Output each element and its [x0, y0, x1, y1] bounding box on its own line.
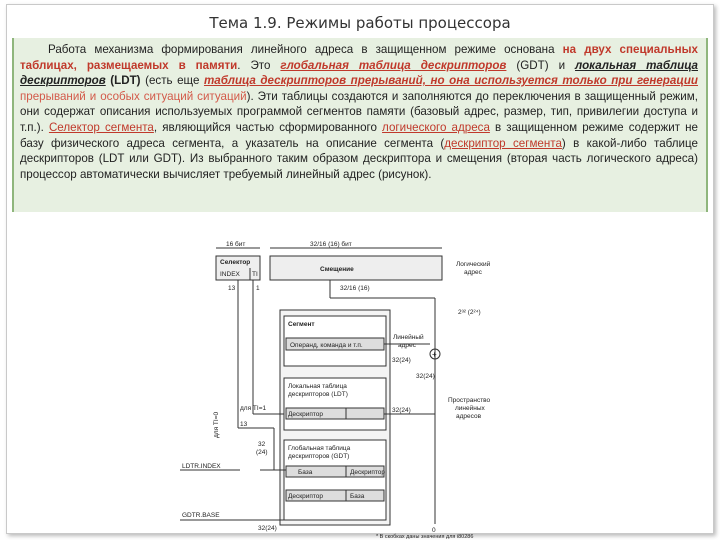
label-linear-1: Линейный	[393, 334, 424, 341]
text-run: . Это	[237, 58, 281, 72]
label-32-24-d: 32(24)	[258, 525, 277, 532]
label-pow: 2³² (2²⁴)	[458, 309, 481, 316]
text-run: ) в какой-либо таблице дескрипторов (LDT или GDT). Из выбранного таким образом дескриптора и смещения (вторая часть логического адреса) процессор автоматически вычисляет требуемый линейный адрес (рисунок).	[20, 136, 698, 181]
slide-title: Тема 1.9. Режимы работы процессора	[209, 14, 511, 32]
address-translation-diagram	[180, 238, 520, 540]
label-ti1: для TI=1	[240, 405, 267, 412]
label-gdt-descriptor: Дескриптор	[350, 469, 386, 476]
link-segment-selector[interactable]: Селектор сегмента	[48, 120, 154, 134]
text-run: ). Эти таблицы создаются и заполняются до переключения в защищенный режим, они содержат описания используемых программой сегментов памяти (базовый адрес, размер, тип, привилегии доступа и т.п.).	[20, 89, 698, 134]
label-ldt-1: Локальная таблица	[288, 383, 347, 390]
label-13-top: 13	[228, 285, 236, 292]
label-32-16: 32/16 (16)	[340, 285, 370, 292]
label-space-2: линейных	[455, 405, 485, 412]
highlight-idt: таблица дескрипторов прерываний, но она используется только при генерации	[203, 74, 698, 88]
label-32: 32	[258, 441, 266, 448]
link-segment-descriptor[interactable]: дескриптор сегмента	[444, 136, 562, 150]
label-gdt-2: дескрипторов (GDT)	[288, 453, 350, 460]
label-ti: TI	[252, 271, 258, 278]
link-logical-address[interactable]: логического адреса	[382, 120, 490, 134]
label-32-24-b: 32(24)	[416, 373, 435, 380]
label-offset: Смещение	[320, 266, 354, 273]
label-space-1: Пространство	[448, 397, 491, 404]
text-box	[12, 38, 708, 212]
text-run: (LDT)	[105, 74, 141, 88]
label-gdt-1: Глобальная таблица	[288, 445, 351, 452]
label-operand: Операнд, команда и т.п.	[290, 342, 363, 349]
label-24: (24)	[256, 449, 268, 456]
label-16-bits: 16 бит	[226, 241, 246, 248]
label-32-16-bits: 32/16 (16) бит	[310, 241, 352, 248]
label-index: INDEX	[220, 271, 240, 278]
label-32-24-c: 32(24)	[392, 407, 411, 414]
label-linear-2: адрес	[398, 342, 416, 349]
adder-plus: +	[432, 350, 437, 359]
label-13-mid: 13	[240, 421, 248, 428]
label-gdt-base-1: База	[298, 469, 313, 476]
label-1: 1	[256, 285, 260, 292]
label-32-24-a: 32(24)	[392, 357, 411, 364]
text-run: , являющийся частью сформированного	[153, 120, 383, 134]
text-run: (GDT) и	[506, 58, 576, 72]
label-ldtr: LDTR.INDEX	[182, 463, 221, 470]
text-run: Работа механизма формирования линейного адреса в защищенном режиме основана	[48, 43, 563, 56]
label-logical-1: Логический	[456, 261, 491, 268]
text-run: в защищенном режиме содержит не базу физического адреса сегмента, а указатель на описание сегмента (	[20, 120, 699, 150]
label-zero: 0	[432, 527, 436, 534]
label-logical-2: адрес	[464, 269, 482, 276]
highlight-interrupts: прерываний и особых ситуаций ситуаций	[20, 89, 247, 103]
highlight-ldt: локальная таблица дескрипторов	[20, 58, 698, 88]
label-gdtr: GDTR.BASE	[182, 512, 220, 519]
label-gdt-descriptor-2: Дескриптор	[288, 493, 324, 500]
label-ldt-2: дескрипторов (LDT)	[288, 391, 348, 398]
label-footnote: * В скобках даны значения для i80286	[376, 534, 474, 540]
label-ti0: для TI=0	[213, 411, 220, 438]
text-run: (есть еще	[140, 74, 204, 88]
label-space-3: адресов	[456, 413, 482, 420]
label-segment: Сегмент	[288, 321, 315, 328]
label-selector: Селектор	[220, 259, 251, 266]
highlight-two-tables: на двух специальных таблицах, размещаемых в памяти	[20, 43, 698, 72]
label-ldt-descriptor: Дескриптор	[288, 411, 324, 418]
label-gdt-base-2: База	[350, 493, 365, 500]
body-paragraph	[20, 42, 698, 182]
highlight-gdt: глобальная таблица дескрипторов	[280, 58, 507, 72]
